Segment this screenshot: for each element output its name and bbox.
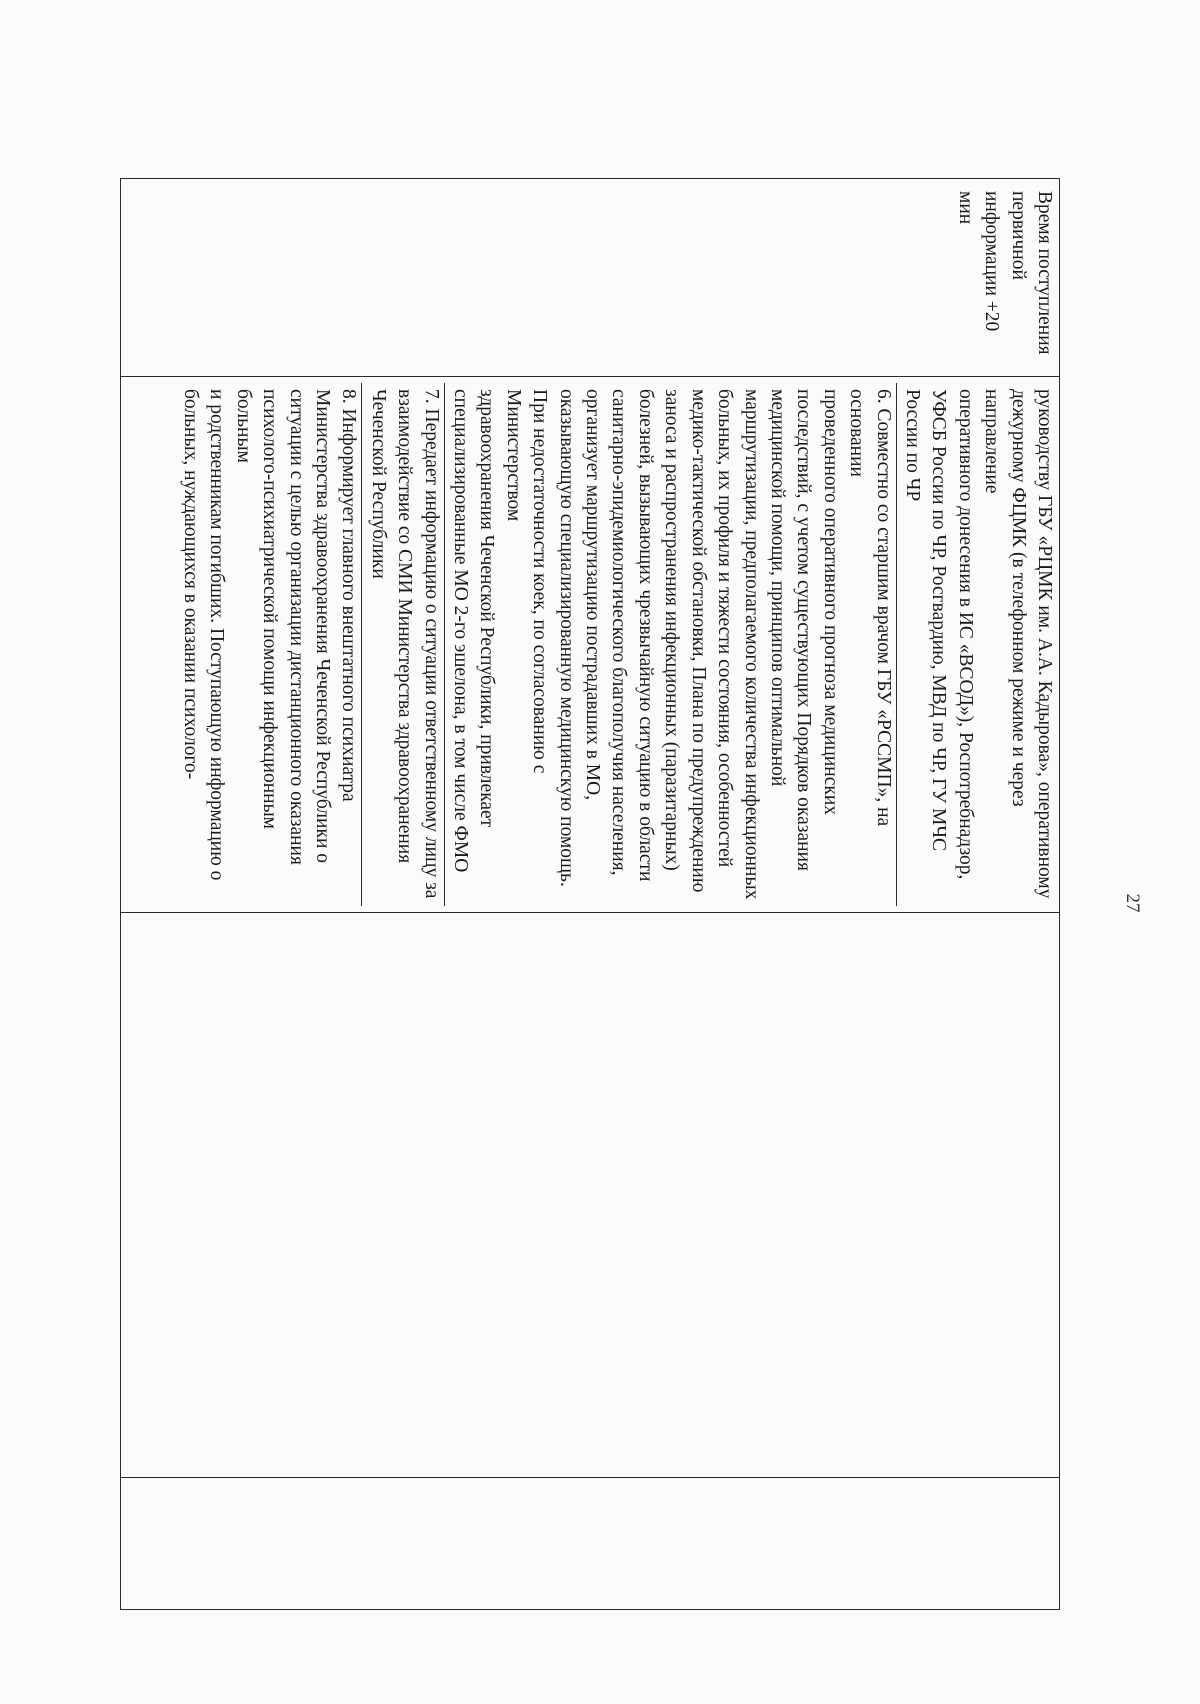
- action-item-8: 8. Информирует главного внештатного психиатра Министерства здравоохранения Чеченской Республики о ситуации с целью организации дистанционного оказания психолого-психиатрической помощи инфекционным больным и родственникам погибших. Поступающую информацию о больных, нуждающихся в оказании психолого-: [180, 389, 360, 881]
- empty-cell: [121, 1478, 1060, 1610]
- time-cell: [121, 179, 1060, 377]
- action-item-continuation: руководству ГБУ «РЦМК им. А.А. Кадырова», оперативному дежурному ФЦМК (в телефонном режиме и через направление оперативного донесения в ИС «ВСОД»), Роспотребнадзор, УФСБ России по ЧР, Росгвардию, МВД по ЧР, ГУ МЧС России по ЧР: [896, 383, 1057, 906]
- table-row: [121, 179, 1060, 1610]
- time-text: Время поступления первичной информации +20 мин: [954, 191, 1055, 355]
- action-item-7: 7. Передает информацию о ситуации ответственному лицу за взаимодействие со СМИ Министерства здравоохранения Чеченской Республики: [361, 383, 443, 906]
- procedure-table: [120, 178, 1060, 1610]
- action-item-6: 6. Совместно со старшим врачом ГБУ «РССМП», на основании проведенного оперативного прогноза медицинских последствий, с учетом существующих Порядков оказания медицинской помощи, принципов оптимальной маршрутизации, предполагаемого количества инфекционных больных, их профиля и тяжести состояния, особенностей медико-тактической обстановки, Плана по предупреждению заноса и распространения инфекционных (паразитарных) болезней, вызывающих чрезвычайную ситуацию в области санитарно-эпидемиологического благополучия населения, организует маршрутизацию пострадавших в МО, оказывающую специализированную медицинскую помощь. При недостаточности коек, по согласованию с Министерством здравоохранения Чеченской Республики, привлекает специализированные МО 2-го эшелона, в том числе ФМО: [444, 383, 896, 906]
- empty-cell: [121, 913, 1060, 1478]
- page-number: 27: [1122, 893, 1143, 913]
- actions-cell: [121, 377, 1060, 913]
- rotated-table-sheet: [120, 178, 1060, 1610]
